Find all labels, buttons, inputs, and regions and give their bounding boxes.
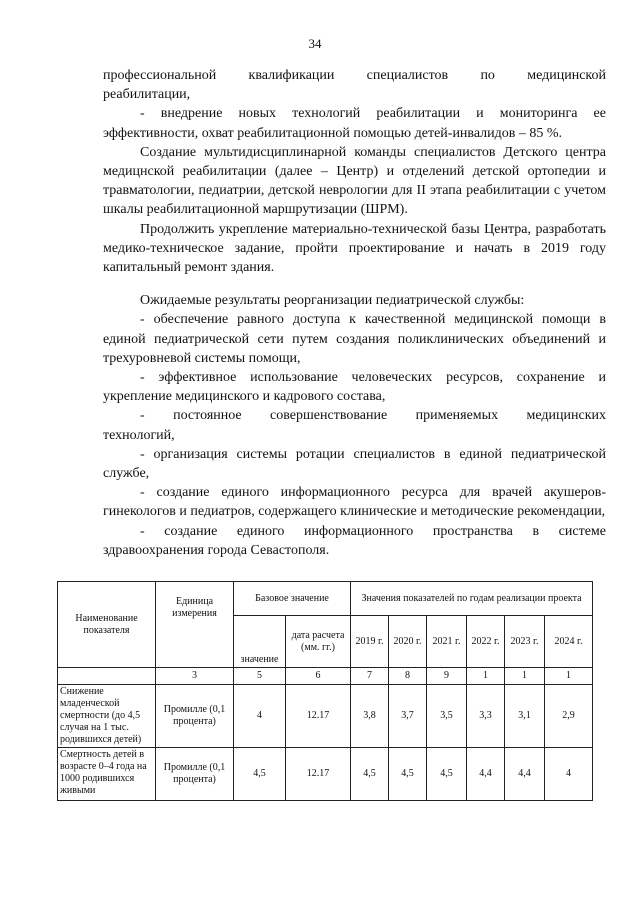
indicator-name: Смертность детей в возрасте 0–4 года на 1000 родившихся живыми	[58, 748, 156, 801]
paragraph: Ожидаемые результаты реорганизации педиатрической службы:	[140, 293, 525, 309]
column-number: 9	[427, 668, 467, 685]
column-number: 1	[505, 668, 545, 685]
page-number: 34	[308, 36, 322, 51]
year-value: 4,5	[427, 748, 467, 801]
base-date: 12.17	[286, 748, 351, 801]
header-year: 2021 г.	[427, 616, 467, 668]
year-value: 2,9	[545, 685, 593, 748]
header-name: Наименование показателя	[58, 582, 156, 668]
column-number: 1	[545, 668, 593, 685]
indicator-unit: Промилле (0,1 процента)	[156, 748, 234, 801]
paragraph: - создание единого информационного пространства в системе здравоохранения города Севастополя.	[103, 523, 606, 558]
paragraph: Продолжить укрепление материально-технической базы Центра, разработать медико-техническое задание, пройти проектирование и начать в 2019 году капитальный ремонт здания.	[103, 221, 606, 276]
paragraph: профессиональной квалификации специалистов по медицинской	[103, 68, 606, 83]
base-date: 12.17	[286, 685, 351, 748]
paragraph: - организация системы ротации специалистов в единой педиатрической службе,	[103, 446, 606, 482]
base-value: 4,5	[234, 748, 286, 801]
paragraph: - создание единого информационного ресурса для врачей акушеров-гинекологов и педиатров, содержащего клинические и методические рекомендации,	[103, 485, 606, 520]
year-value: 3,1	[505, 685, 545, 748]
year-value: 4,5	[351, 748, 389, 801]
year-value: 4,4	[467, 748, 505, 801]
header-year: 2020 г.	[389, 616, 427, 668]
header-unit: Единица измерения	[156, 582, 234, 668]
paragraph: - внедрение новых технологий реабилитации и мониторинга ее эффективности, охват реабилитационной помощью детей-инвалидов – 85 %.	[103, 106, 606, 141]
column-number: 8	[389, 668, 427, 685]
paragraph: Создание мультидисциплинарной команды специалистов Детского центра медицнской реабилитации (далее – Центр) и отделений детской ортопедии и травматологии, педиатрии, детской неврологии для II этапа реабилитации с учетом шкалы реабилитационной маршрутизации (ШРМ).	[103, 144, 606, 218]
paragraph: - эффективное использование человеческих ресурсов, сохранение и укрепление медицинского и кадрового состава,	[103, 370, 606, 405]
indicator-name: Снижение младенческой смертности (до 4,5 случая на 1 тыс. родившихся детей)	[58, 685, 156, 748]
table-row	[58, 748, 593, 801]
header-year: 2023 г.	[505, 616, 545, 668]
indicator-unit: Промилле (0,1 процента)	[156, 685, 234, 748]
year-value: 3,7	[389, 685, 427, 748]
paragraph: технологий,	[103, 427, 175, 443]
paragraph: - обеспечение равного доступа к качественной медицинской помощи в единой педиатрической сети путем создания поликлинических объединений и трехуровневой системы помощи,	[103, 312, 606, 366]
header-year: 2024 г.	[545, 616, 593, 668]
year-value: 3,8	[351, 685, 389, 748]
paragraph: реабилитации,	[103, 87, 191, 103]
year-value: 4,5	[389, 748, 427, 801]
header-base-date: дата расчета (мм. гг.)	[286, 616, 351, 668]
year-value: 3,3	[467, 685, 505, 748]
year-value: 4,4	[505, 748, 545, 801]
header-base: Базовое значение	[234, 582, 351, 616]
year-value: 4	[545, 748, 593, 801]
indicators-table	[57, 581, 592, 801]
paragraph-gap	[103, 277, 606, 291]
body-text	[103, 66, 606, 560]
header-year: 2022 г.	[467, 616, 505, 668]
column-number: 1	[467, 668, 505, 685]
base-value: 4	[234, 685, 286, 748]
table-row	[58, 685, 593, 748]
column-number	[58, 668, 156, 685]
column-number: 6	[286, 668, 351, 685]
header-values-by-year: Значения показателей по годам реализации проекта	[351, 582, 593, 616]
header-base-value: значение	[234, 616, 286, 668]
paragraph: - постоянное совершенствование применяемых медицинских	[140, 408, 606, 424]
column-number: 7	[351, 668, 389, 685]
column-numbering-row	[58, 668, 593, 685]
year-value: 3,5	[427, 685, 467, 748]
column-number: 5	[234, 668, 286, 685]
header-year: 2019 г.	[351, 616, 389, 668]
column-number: 3	[156, 668, 234, 685]
